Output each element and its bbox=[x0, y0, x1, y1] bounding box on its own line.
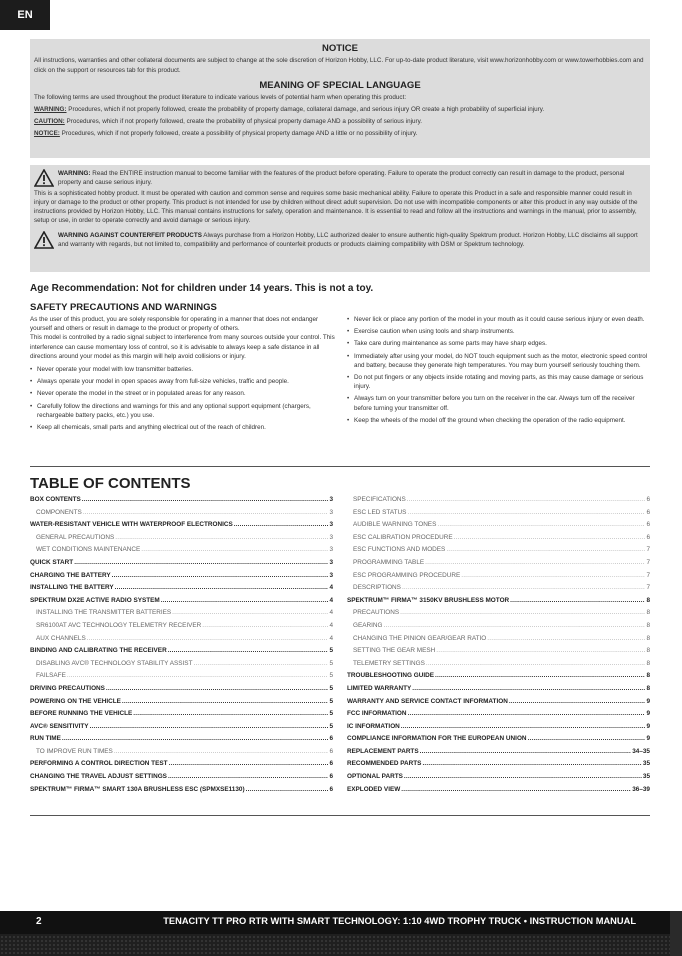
toc-page-number: 6 bbox=[646, 508, 650, 516]
safety-bullet: • Never lick or place any portion of the model in your mouth as it could cause serious injury or even death. bbox=[347, 315, 650, 324]
toc-entry-title: COMPLIANCE INFORMATION FOR THE EUROPEAN UNION bbox=[347, 735, 527, 743]
toc-entry[interactable] bbox=[347, 748, 650, 761]
toc-entry-title: TROUBLESHOOTING GUIDE bbox=[347, 672, 434, 680]
language-tab bbox=[0, 0, 50, 30]
toc-subentry[interactable] bbox=[347, 584, 650, 597]
safety-bullet: • Keep the wheels of the model off the ground when checking the operation of the radio equipment. bbox=[347, 416, 650, 425]
counterfeit-warning bbox=[34, 231, 644, 250]
toc-leader-dots bbox=[202, 622, 328, 629]
toc-entry[interactable] bbox=[347, 773, 650, 786]
toc-entry[interactable] bbox=[347, 685, 650, 698]
toc-page-number: 5 bbox=[329, 672, 333, 680]
toc-entry-title: DRIVING PRECAUTIONS bbox=[30, 684, 105, 692]
toc-entry-title: WARRANTY AND SERVICE CONTACT INFORMATION bbox=[347, 697, 508, 705]
toc-entry-title: PROGRAMMING TABLE bbox=[353, 558, 425, 566]
toc-entry[interactable] bbox=[30, 597, 333, 610]
toc-leader-dots bbox=[234, 521, 329, 528]
toc-leader-dots bbox=[407, 509, 645, 516]
toc-leader-dots bbox=[90, 723, 329, 730]
toc-entry-title: DESCRIPTIONS bbox=[353, 584, 401, 592]
toc-entry[interactable] bbox=[347, 760, 650, 773]
toc-leader-dots bbox=[114, 748, 329, 755]
toc-entry-title: PRECAUTIONS bbox=[353, 609, 400, 617]
toc-title: TABLE OF CONTENTS bbox=[30, 475, 191, 492]
toc-entry-title: BINDING AND CALIBRATING THE RECEIVER bbox=[30, 647, 167, 655]
toc-entry[interactable] bbox=[30, 521, 333, 534]
toc-leader-dots bbox=[407, 496, 646, 503]
toc-page-number: 8 bbox=[646, 596, 650, 604]
toc-entry-title: SPEKTRUM™ FIRMA™ 3150KV BRUSHLESS MOTOR bbox=[347, 596, 510, 604]
toc-subentry[interactable] bbox=[30, 534, 333, 547]
section-divider bbox=[30, 466, 650, 467]
toc-leader-dots bbox=[83, 509, 329, 516]
toc-leader-dots bbox=[422, 760, 641, 767]
toc-subentry[interactable] bbox=[30, 660, 333, 673]
definition-text: Procedures, which if not properly followed, create the probability of property damage, collateral damage, and serious injury OR create a high probability of superficial injury. bbox=[66, 106, 545, 113]
toc-leader-dots bbox=[122, 698, 329, 705]
safety-intro-1: As the user of this product, you are solely responsible for operating in a manner that does not endanger yourself and others or result in damage to the product or property of others. bbox=[30, 316, 319, 333]
toc-entry[interactable] bbox=[30, 647, 333, 660]
toc-entry-title: FAILSAFE bbox=[36, 672, 66, 680]
toc-subentry[interactable] bbox=[30, 635, 333, 648]
toc-entry[interactable] bbox=[30, 572, 333, 585]
toc-page-number: 6 bbox=[329, 760, 333, 768]
toc-entry-title: CHANGING THE PINION GEAR/GEAR RATIO bbox=[353, 634, 487, 642]
toc-leader-dots bbox=[400, 609, 645, 616]
toc-leader-dots bbox=[461, 572, 645, 579]
toc-page-number: 7 bbox=[646, 571, 650, 579]
age-recommendation: Age Recommendation: Not for children under 14 years. This is not a toy. bbox=[30, 283, 374, 294]
toc-entry[interactable] bbox=[347, 672, 650, 685]
toc-page-number: 8 bbox=[646, 659, 650, 667]
definition-term: NOTICE: bbox=[34, 130, 60, 137]
toc-entry-title: BOX CONTENTS bbox=[30, 496, 81, 503]
toc-page-number: 4 bbox=[329, 609, 333, 617]
safety-intro-2: This model is controlled by a radio signal subject to interference from many sources outside your control. This interference can cause momentary loss of control, so it is advisable to always keep a safe distance in all directions around your model as this margin will help avoid collisions or injury. bbox=[30, 334, 335, 360]
toc-leader-dots bbox=[425, 559, 645, 566]
toc-entry-title: RUN TIME bbox=[30, 735, 61, 743]
toc-entry-title: AVC® SENSITIVITY bbox=[30, 722, 89, 730]
safety-left-bullets bbox=[30, 365, 335, 432]
toc-entry[interactable] bbox=[30, 735, 333, 748]
toc-leader-dots bbox=[168, 647, 329, 654]
toc-entry[interactable] bbox=[347, 597, 650, 610]
toc-leader-dots bbox=[246, 786, 329, 793]
toc-page-number: 34–35 bbox=[632, 747, 650, 755]
counterfeit-label: WARNING AGAINST COUNTERFEIT PRODUCTS bbox=[58, 231, 202, 239]
toc-entry-title: AUX CHANNELS bbox=[36, 634, 86, 642]
toc-leader-dots bbox=[454, 534, 646, 541]
footer-edge bbox=[670, 911, 682, 956]
toc-entry-title: GEARING bbox=[353, 621, 383, 629]
toc-page-number: 5 bbox=[329, 647, 333, 655]
safety-bullet: • Immediately after using your model, do NOT touch equipment such as the motor, electronic speed control and battery, because they generate high temperatures. You may burn yourself seriously touching them. bbox=[347, 352, 650, 370]
toc-leader-dots bbox=[161, 597, 329, 604]
toc-page-number: 8 bbox=[646, 684, 650, 692]
toc-leader-dots bbox=[509, 698, 646, 705]
toc-entry-title: WET CONDITIONS MAINTENANCE bbox=[36, 546, 141, 554]
toc-leader-dots bbox=[404, 773, 642, 780]
definition-notice bbox=[34, 130, 646, 138]
toc-page-number: 8 bbox=[646, 647, 650, 655]
toc-entry-title: AUDIBLE WARNING TONES bbox=[353, 521, 437, 529]
toc-entry-title: SPEKTRUM™ FIRMA™ SMART 130A BRUSHLESS ESC (SPMXSE1130) bbox=[30, 785, 245, 793]
toc-entry-title: FCC INFORMATION bbox=[347, 710, 407, 718]
toc-page-number: 4 bbox=[329, 621, 333, 629]
safety-title: SAFETY PRECAUTIONS AND WARNINGS bbox=[30, 302, 217, 313]
toc-subentry[interactable] bbox=[347, 660, 650, 673]
toc-leader-dots bbox=[420, 748, 632, 755]
toc-entry-title: CHANGING THE TRAVEL ADJUST SETTINGS bbox=[30, 773, 167, 781]
warning-body: Read the ENTIRE instruction manual to become familiar with the features of the product before operating. Failure to operate the product correctly can result in damage to the product, personal property and cause serious injury. bbox=[58, 170, 625, 187]
toc-entry-title: ESC LED STATUS bbox=[353, 508, 407, 516]
definition-term: WARNING: bbox=[34, 106, 67, 113]
toc-left-column bbox=[30, 496, 333, 798]
toc-entry[interactable] bbox=[30, 773, 333, 786]
toc-page-number: 9 bbox=[646, 697, 650, 705]
notice-text: All instructions, warranties and other collateral documents are subject to change at the sole discretion of Horizon Hobby, LLC. For up-to-date product literature, visit www.horizonhobby.com or www.towerhobbies.com and click on the support or resources tab for this product. bbox=[34, 57, 644, 74]
toc-leader-dots bbox=[487, 635, 645, 642]
toc-leader-dots bbox=[141, 546, 328, 553]
toc-entry[interactable] bbox=[347, 735, 650, 748]
toc-page-number: 5 bbox=[329, 697, 333, 705]
toc-entry-title: REPLACEMENT PARTS bbox=[347, 747, 419, 755]
safety-bullet: • Never operate the model in the street or in populated areas for any reason. bbox=[30, 389, 335, 398]
toc-entry-title: INSTALLING THE BATTERY bbox=[30, 584, 114, 592]
toc-entry[interactable] bbox=[30, 496, 333, 509]
toc-leader-dots bbox=[437, 521, 645, 528]
toc-leader-dots bbox=[401, 786, 631, 793]
toc-page-number: 4 bbox=[329, 596, 333, 604]
toc-page-number: 7 bbox=[646, 584, 650, 592]
toc-entry-title: IC INFORMATION bbox=[347, 722, 400, 730]
toc-page-number: 5 bbox=[329, 659, 333, 667]
toc-page-number: 6 bbox=[646, 496, 650, 503]
toc-leader-dots bbox=[74, 559, 328, 566]
toc-entry-title: OPTIONAL PARTS bbox=[347, 773, 403, 781]
toc-page-number: 3 bbox=[329, 496, 333, 503]
toc-leader-dots bbox=[168, 773, 329, 780]
toc-leader-dots bbox=[412, 685, 645, 692]
toc-entry[interactable] bbox=[347, 786, 650, 799]
toc-page-number: 6 bbox=[646, 533, 650, 541]
toc-page-number: 6 bbox=[329, 773, 333, 781]
toc-leader-dots bbox=[426, 660, 646, 667]
safety-bullet: • Keep all chemicals, small parts and anything electrical out of the reach of children. bbox=[30, 423, 335, 432]
toc-leader-dots bbox=[528, 735, 646, 742]
toc-entry-title: INSTALLING THE TRANSMITTER BATTERIES bbox=[36, 609, 172, 617]
toc-leader-dots bbox=[172, 609, 328, 616]
toc-subentry[interactable] bbox=[347, 546, 650, 559]
warning-header bbox=[34, 169, 644, 188]
toc-entry-title: TELEMETRY SETTINGS bbox=[353, 659, 425, 667]
toc-leader-dots bbox=[67, 672, 329, 679]
toc-page-number: 5 bbox=[329, 684, 333, 692]
warning-text bbox=[58, 169, 644, 188]
toc-entry-title: ESC PROGRAMMING PROCEDURE bbox=[353, 571, 461, 579]
toc-page-number: 9 bbox=[646, 735, 650, 743]
toc-subentry[interactable] bbox=[347, 509, 650, 522]
toc-leader-dots bbox=[82, 496, 329, 503]
notice-title: NOTICE bbox=[322, 43, 358, 54]
safety-bullet: • Always turn on your transmitter before you turn on the receiver in the car. Always turn off the receiver before turning your transmitter off. bbox=[347, 394, 650, 412]
toc-page-number: 8 bbox=[646, 634, 650, 642]
toc-page-number: 3 bbox=[329, 571, 333, 579]
safety-bullet: • Do not put fingers or any objects inside rotating and moving parts, as this may cause damage or serious injury. bbox=[347, 373, 650, 391]
toc-subentry[interactable] bbox=[347, 647, 650, 660]
toc-page-number: 8 bbox=[646, 609, 650, 617]
safety-right-bullets bbox=[347, 315, 650, 425]
toc-entry[interactable] bbox=[30, 723, 333, 736]
footer-bar bbox=[0, 911, 670, 934]
toc-page-number: 9 bbox=[646, 710, 650, 718]
toc-leader-dots bbox=[106, 685, 329, 692]
toc-leader-dots bbox=[193, 660, 328, 667]
warning-label: WARNING: bbox=[58, 170, 91, 177]
toc-page-number: 6 bbox=[329, 735, 333, 743]
safety-bullet: • Always operate your model in open spaces away from full-size vehicles, traffic and people. bbox=[30, 377, 335, 386]
toc-page-number: 4 bbox=[329, 584, 333, 592]
toc-subentry[interactable] bbox=[347, 635, 650, 648]
toc-entry-title: GENERAL PRECAUTIONS bbox=[36, 533, 115, 541]
toc-leader-dots bbox=[510, 597, 645, 604]
safety-bullet: • Never operate your model with low transmitter batteries. bbox=[30, 365, 335, 374]
safety-left-column bbox=[30, 315, 335, 435]
toc-subentry[interactable] bbox=[347, 559, 650, 572]
toc-entry[interactable] bbox=[347, 723, 650, 736]
language-label: EN bbox=[17, 9, 33, 21]
counterfeit-body: Always purchase from a Horizon Hobby, LLC authorized dealer to ensure authentic high-quality Spektrum product. Horizon Hobby, LLC disclaims all support and warranty with regards, but not limited to, compatibility and performance of counterfeit products or products claiming compatibility with DSM or Spektrum technology. bbox=[58, 231, 638, 249]
toc-page-number: 35 bbox=[642, 773, 650, 781]
toc-subentry[interactable] bbox=[347, 496, 650, 509]
toc-page-number: 6 bbox=[646, 521, 650, 529]
toc-leader-dots bbox=[112, 572, 329, 579]
toc-entry[interactable] bbox=[30, 786, 333, 799]
toc-entry[interactable] bbox=[30, 685, 333, 698]
toc-leader-dots bbox=[87, 635, 329, 642]
page-footer bbox=[0, 911, 682, 956]
toc-bottom-divider bbox=[30, 815, 650, 816]
warning-box bbox=[30, 165, 650, 272]
toc-page-number: 5 bbox=[329, 710, 333, 718]
toc-entry-title: DISABLING AVC® TECHNOLOGY STABILITY ASSIST bbox=[36, 659, 193, 667]
toc-leader-dots bbox=[436, 647, 645, 654]
toc-leader-dots bbox=[383, 622, 645, 629]
toc-page-number: 7 bbox=[646, 546, 650, 554]
toc-entry-title: COMPONENTS bbox=[36, 508, 82, 516]
toc-leader-dots bbox=[402, 584, 646, 591]
warning-triangle-icon bbox=[34, 169, 54, 187]
toc-page-number: 35 bbox=[642, 760, 650, 768]
toc-page-number: 6 bbox=[329, 785, 333, 793]
toc-leader-dots bbox=[62, 735, 329, 742]
toc-entry[interactable] bbox=[30, 760, 333, 773]
toc-entry-title: EXPLODED VIEW bbox=[347, 785, 401, 793]
toc-page-number: 7 bbox=[646, 558, 650, 566]
meaning-intro: The following terms are used throughout the product literature to indicate various levels of potential harm when operating this product: bbox=[34, 94, 407, 101]
toc-subentry[interactable] bbox=[30, 748, 333, 761]
definition-term: CAUTION: bbox=[34, 118, 65, 125]
toc-entry-title: LIMITED WARRANTY bbox=[347, 684, 412, 692]
toc-entry[interactable] bbox=[30, 559, 333, 572]
toc-entry-title: SR6100AT AVC TECHNOLOGY TELEMETRY RECEIVER bbox=[36, 621, 202, 629]
toc-leader-dots bbox=[169, 760, 329, 767]
toc-leader-dots bbox=[115, 534, 328, 541]
safety-bullet: • Exercise caution when using tools and sharp instruments. bbox=[347, 327, 650, 336]
definition-caution bbox=[34, 118, 646, 126]
toc-entry-title: SETTING THE GEAR MESH bbox=[353, 647, 436, 655]
toc-entry-title: SPEKTRUM DX2E ACTIVE RADIO SYSTEM bbox=[30, 596, 160, 604]
toc-page-number: 9 bbox=[646, 722, 650, 730]
warning-paragraph: This is a sophisticated hobby product. It must be operated with caution and common sense and requires some basic mechanical ability. Failure to operate this Product in a safe and responsible manner could result in injury or damage to the product or other property. This product is not intended for use by children without direct adult supervision. Do not use with incompatible components or alter this product in any way outside of the instructions provided by Horizon Hobby, LLC. This manual contains instructions for safety, operation and maintenance. It is essential to read and follow all the instructions and warnings in the manual, prior to assembly, setup or use, in order to operate correctly and avoid damage or serious injury. bbox=[34, 189, 638, 225]
toc-page-number: 3 bbox=[329, 521, 333, 529]
toc-entry[interactable] bbox=[30, 698, 333, 711]
definition-text: Procedures, which if not properly followed, create the probability of physical property damage AND a possibility of serious injury. bbox=[64, 118, 423, 125]
manual-title: TENACITY TT PRO RTR WITH SMART TECHNOLOGY: 1:10 4WD TROPHY TRUCK • INSTRUCTION MANUAL bbox=[163, 916, 636, 926]
toc-subentry[interactable] bbox=[30, 672, 333, 685]
toc-entry-title: CHARGING THE BATTERY bbox=[30, 571, 111, 579]
toc-entry-title: ESC CALIBRATION PROCEDURE bbox=[353, 533, 453, 541]
toc-page-number: 8 bbox=[646, 672, 650, 680]
toc-entry[interactable] bbox=[30, 584, 333, 597]
toc-entry-title: PERFORMING A CONTROL DIRECTION TEST bbox=[30, 760, 168, 768]
page-number: 2 bbox=[36, 916, 42, 927]
toc-subentry[interactable] bbox=[347, 521, 650, 534]
toc-entry-title: POWERING ON THE VEHICLE bbox=[30, 697, 121, 705]
toc-entry-title: ESC FUNCTIONS AND MODES bbox=[353, 546, 446, 554]
toc-page-number: 4 bbox=[329, 634, 333, 642]
safety-bullet: • Carefully follow the directions and warnings for this and any optional support equipment (chargers, rechargeable battery packs, etc.) you use. bbox=[30, 402, 335, 420]
toc-page-number: 6 bbox=[329, 747, 333, 755]
toc-page-number: 3 bbox=[329, 558, 333, 566]
toc-leader-dots bbox=[401, 723, 646, 730]
toc-page-number: 3 bbox=[329, 546, 333, 554]
toc-page-number: 5 bbox=[329, 722, 333, 730]
toc-entry-title: QUICK START bbox=[30, 558, 74, 566]
safety-bullet: • Take care during maintenance as some parts may have sharp edges. bbox=[347, 339, 650, 348]
toc-subentry[interactable] bbox=[30, 509, 333, 522]
toc-leader-dots bbox=[435, 672, 645, 679]
toc-page-number: 3 bbox=[329, 508, 333, 516]
toc-page-number: 8 bbox=[646, 621, 650, 629]
toc-entry-title: WATER-RESISTANT VEHICLE WITH WATERPROOF ELECTRONICS bbox=[30, 521, 233, 529]
toc-subentry[interactable] bbox=[30, 622, 333, 635]
toc-subentry[interactable] bbox=[347, 534, 650, 547]
toc-leader-dots bbox=[446, 546, 645, 553]
toc-leader-dots bbox=[115, 584, 329, 591]
toc-entry[interactable] bbox=[347, 710, 650, 723]
toc-entry[interactable] bbox=[30, 710, 333, 723]
toc-subentry[interactable] bbox=[347, 572, 650, 585]
warning-triangle-icon bbox=[34, 231, 54, 249]
definition-warning bbox=[34, 106, 646, 114]
toc-entry-title: SPECIFICATIONS bbox=[353, 496, 406, 503]
toc-subentry[interactable] bbox=[347, 609, 650, 622]
toc-page-number: 36–39 bbox=[632, 785, 650, 793]
safety-right-column bbox=[347, 315, 650, 428]
toc-entry-title: RECOMMENDED PARTS bbox=[347, 760, 422, 768]
toc-right-column bbox=[347, 496, 650, 798]
toc-subentry[interactable] bbox=[347, 622, 650, 635]
toc-leader-dots bbox=[408, 710, 646, 717]
toc-subentry[interactable] bbox=[30, 546, 333, 559]
definition-text: Procedures, which if not properly followed, create a possibility of physical property damage AND a little or no possibility of injury. bbox=[59, 130, 418, 137]
toc-subentry[interactable] bbox=[30, 609, 333, 622]
toc-entry[interactable] bbox=[347, 698, 650, 711]
counterfeit-text bbox=[58, 231, 644, 250]
toc-entry-title: BEFORE RUNNING THE VEHICLE bbox=[30, 710, 133, 718]
toc-entry-title: TO IMPROVE RUN TIMES bbox=[36, 747, 113, 755]
toc-leader-dots bbox=[133, 710, 328, 717]
notice-box bbox=[30, 39, 650, 158]
meaning-title: MEANING OF SPECIAL LANGUAGE bbox=[259, 80, 421, 91]
toc-page-number: 3 bbox=[329, 533, 333, 541]
